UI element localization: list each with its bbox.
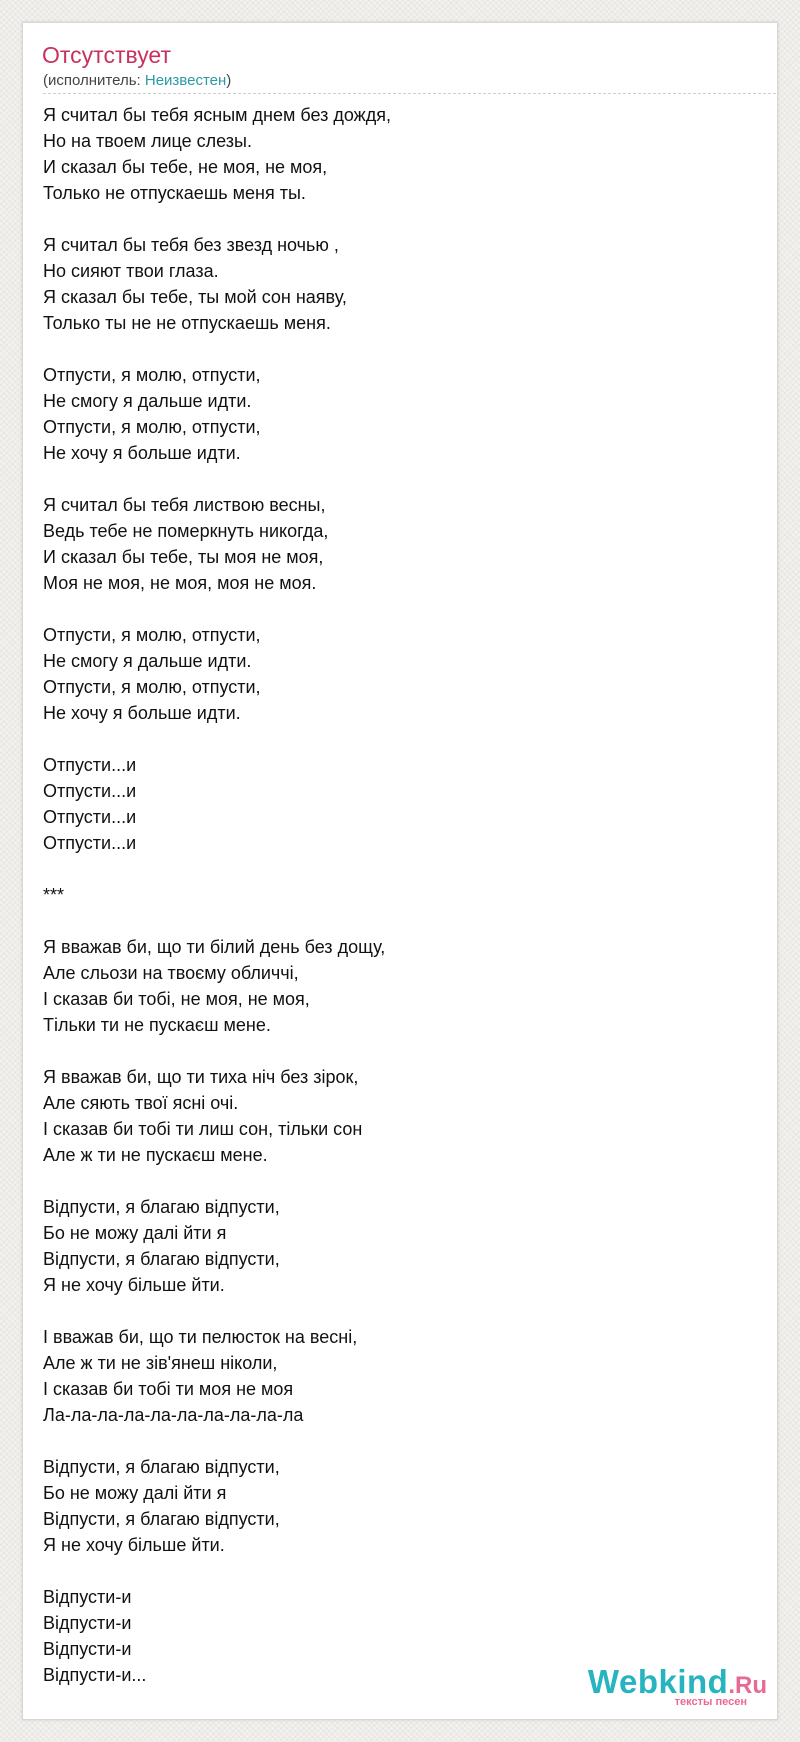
webkind-logo xyxy=(587,1665,767,1709)
lyrics-line: Ведь тебе не померкнуть никогда, xyxy=(43,521,329,541)
lyrics-line: Я вважав би, що ти білий день без дощу, xyxy=(43,937,386,957)
lyrics-blank-line xyxy=(43,1038,763,1064)
lyrics-blank-line xyxy=(43,856,763,882)
lyrics-blank-line xyxy=(43,466,763,492)
lyrics-line: Не смогу я дальше идти. xyxy=(43,391,252,411)
lyrics-line: И сказал бы тебе, ты моя не моя, xyxy=(43,547,324,567)
lyrics-line: Но сияют твои глаза. xyxy=(43,261,219,281)
artist-link[interactable]: Неизвестен xyxy=(144,72,227,89)
lyrics-line: І сказав би тобі, не моя, не моя, xyxy=(43,989,310,1009)
song-title: Отсутствует xyxy=(42,42,171,68)
lyrics-line: *** xyxy=(43,885,65,905)
artist-prefix: (исполнитель: xyxy=(43,72,145,89)
lyrics-line: Відпусти, я благаю відпусти, xyxy=(43,1457,280,1477)
lyrics-line: Відпусти-и... xyxy=(43,1665,147,1685)
lyrics-line: Но на твоем лице слезы. xyxy=(43,131,252,151)
lyrics-line: Ла-ла-ла-ла-ла-ла-ла-ла-ла-ла xyxy=(43,1405,304,1425)
lyrics-line: І сказав би тобі ти лиш сон, тільки сон xyxy=(43,1119,363,1139)
lyrics-line: Отпусти, я молю, отпусти, xyxy=(43,417,261,437)
lyrics-line: Моя не моя, не моя, моя не моя. xyxy=(43,573,317,593)
lyrics-card xyxy=(22,22,778,1720)
lyrics-blank-line xyxy=(43,726,763,752)
lyrics-line: И сказал бы тебе, не моя, не моя, xyxy=(43,157,328,177)
lyrics-line: Отпусти, я молю, отпусти, xyxy=(43,677,261,697)
lyrics-line: Але сяють твої ясні очі. xyxy=(43,1093,239,1113)
lyrics-line: Только не отпускаешь меня ты. xyxy=(43,183,306,203)
title-divider xyxy=(43,93,778,94)
lyrics-line: Тільки ти не пускаєш мене. xyxy=(43,1015,271,1035)
lyrics-line: Я не хочу більше йти. xyxy=(43,1275,225,1295)
lyrics-line: Отпусти...и xyxy=(43,755,137,775)
lyrics-line: Я считал бы тебя ясным днем без дождя, xyxy=(43,105,391,125)
lyrics-line: Відпусти, я благаю відпусти, xyxy=(43,1249,280,1269)
lyrics-body xyxy=(43,102,763,1688)
lyrics-blank-line xyxy=(43,596,763,622)
lyrics-line: Бо не можу далі йти я xyxy=(43,1223,227,1243)
lyrics-blank-line xyxy=(43,1168,763,1194)
logo-tld: .Ru xyxy=(728,1672,767,1699)
lyrics-line: Я не хочу більше йти. xyxy=(43,1535,225,1555)
lyrics-line: Только ты не не отпускаешь меня. xyxy=(43,313,331,333)
lyrics-line: Але сльози на твоєму обличчі, xyxy=(43,963,299,983)
logo-subtitle: тексты песен xyxy=(674,1696,747,1708)
lyrics-line: Відпусти, я благаю відпусти, xyxy=(43,1509,280,1529)
lyrics-line: Отпусти...и xyxy=(43,807,137,827)
lyrics-line: Я сказал бы тебе, ты мой сон наяву, xyxy=(43,287,347,307)
lyrics-line: Відпусти-и xyxy=(43,1613,132,1633)
lyrics-line: Але ж ти не зів'янеш ніколи, xyxy=(43,1353,278,1373)
lyrics-line: Відпусти-и xyxy=(43,1587,132,1607)
lyrics-line: І сказав би тобі ти моя не моя xyxy=(43,1379,294,1399)
logo-word: Webkind xyxy=(587,1663,729,1700)
lyrics-blank-line xyxy=(43,206,763,232)
lyrics-line: Відпусти-и xyxy=(43,1639,132,1659)
lyrics-blank-line xyxy=(43,1558,763,1584)
lyrics-line: Я вважав би, що ти тиха ніч без зірок, xyxy=(43,1067,359,1087)
lyrics-line: Я считал бы тебя листвою весны, xyxy=(43,495,326,515)
lyrics-blank-line xyxy=(43,908,763,934)
lyrics-blank-line xyxy=(43,336,763,362)
lyrics-line: Бо не можу далі йти я xyxy=(43,1483,227,1503)
lyrics-blank-line xyxy=(43,1428,763,1454)
artist-suffix: ) xyxy=(226,72,232,89)
lyrics-line: І вважав би, що ти пелюсток на весні, xyxy=(43,1327,358,1347)
lyrics-line: Я считал бы тебя без звезд ночью , xyxy=(43,235,339,255)
lyrics-line: Не хочу я больше идти. xyxy=(43,703,241,723)
lyrics-line: Отпусти...и xyxy=(43,833,137,853)
lyrics-line: Отпусти...и xyxy=(43,781,137,801)
lyrics-line: Отпусти, я молю, отпусти, xyxy=(43,365,261,385)
lyrics-blank-line xyxy=(43,1298,763,1324)
lyrics-line: Не смогу я дальше идти. xyxy=(43,651,252,671)
lyrics-line: Відпусти, я благаю відпусти, xyxy=(43,1197,280,1217)
artist-line xyxy=(43,72,231,90)
lyrics-line: Отпусти, я молю, отпусти, xyxy=(43,625,261,645)
lyrics-line: Але ж ти не пускаєш мене. xyxy=(43,1145,268,1165)
lyrics-line: Не хочу я больше идти. xyxy=(43,443,241,463)
